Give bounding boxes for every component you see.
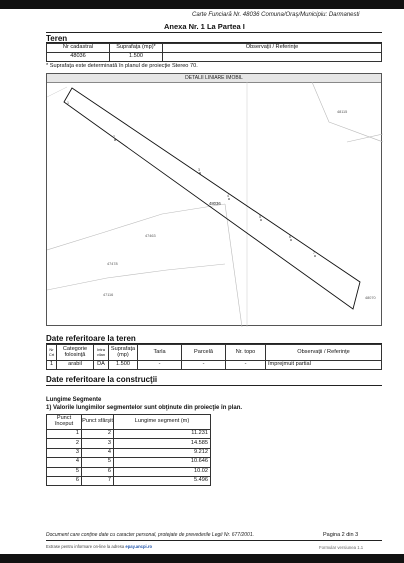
extract-prefix: Extrase pentru informare on-line la adresa [46, 544, 125, 549]
anexa-title: Anexa Nr. 1 La Partea I [164, 22, 245, 31]
segment-length-cell: 10.646 [114, 458, 211, 467]
neighbor-label: 48115 [337, 110, 348, 114]
point-label: 2 [113, 135, 115, 139]
parcel-number-label: 48036 [209, 201, 221, 206]
segment-length-cell: 9.212 [114, 448, 211, 457]
page-number: Pagina 2 din 3 [323, 532, 359, 538]
date-teren-header-suprafata: Suprafaţa (mp) [109, 345, 138, 361]
point-label: 5 [259, 215, 261, 219]
segment-end-cell: 6 [82, 467, 114, 476]
segment-start-cell: 5 [47, 467, 82, 476]
footer-divider [46, 540, 382, 541]
form-version: Formular versiunea 1.1 [319, 545, 364, 550]
segment-end-cell: 4 [82, 448, 114, 457]
map-title: DETALII LINIARE IMOBIL [47, 74, 381, 83]
date-teren-header-intravilan: Intra vilan [94, 345, 109, 361]
segment-end-cell: 7 [82, 476, 114, 485]
segment-tick-mark [290, 239, 292, 241]
point-label: 1 [67, 101, 69, 105]
teren-footnote: * Suprafaţa este determinată în planul de proiecţie Stereo 70. [46, 63, 198, 69]
section-date-teren-title: Date referitoare la teren [46, 334, 136, 343]
date-teren-cell-nrcrt: 1 [47, 361, 57, 370]
extract-notice [46, 544, 152, 549]
section-teren-title: Teren [46, 34, 68, 43]
neighbor-boundary-line [225, 204, 242, 327]
date-teren-cell-tarla: - [138, 361, 182, 370]
table-row [47, 430, 211, 439]
neighbor-label: 47463 [145, 234, 156, 238]
segment-start-cell: 2 [47, 439, 82, 448]
segments-heading: Lungime Segmente [46, 397, 102, 403]
teren-cell-cadastral: 48036 [47, 53, 110, 62]
neighbor-boundary-line [47, 204, 225, 250]
date-teren-header-parcela: Parcelă [182, 345, 226, 361]
epay-link[interactable]: epay.ancpi.ro [125, 544, 153, 549]
table-row [47, 458, 211, 467]
segment-end-cell: 3 [82, 439, 114, 448]
segment-tick-mark [260, 219, 262, 221]
date-teren-header-tarla: Tarla [138, 345, 182, 361]
segment-tick-mark [228, 198, 230, 200]
segment-end-cell: 2 [82, 430, 114, 439]
date-teren-header-categorie: Categorie folosinţă [57, 345, 94, 361]
date-teren-header-nrtopo: Nr. topo [226, 345, 266, 361]
segment-tick-mark [314, 255, 316, 257]
point-label: 7 [313, 251, 315, 255]
teren-header-cadastral: Nr cadastral [47, 44, 110, 53]
date-teren-header-observatii: Observaţii / Referinţe [266, 345, 382, 361]
segments-header-end: Punct sfârşit [82, 415, 114, 430]
segment-ticks [114, 139, 316, 257]
point-label: 6 [289, 235, 291, 239]
segment-start-cell: 3 [47, 448, 82, 457]
constructii-divider [46, 385, 382, 386]
segment-length-cell: 10.02 [114, 467, 211, 476]
date-teren-cell-intravilan: DA [94, 361, 109, 370]
document-header: Carte Funciară Nr. 48036 Comuna/Oraş/Municipiu: Darmanesti [192, 12, 360, 18]
teren-header-suprafata: Suprafaţa (mp)* [110, 44, 163, 53]
segments-table [46, 414, 211, 486]
date-teren-cell-categorie: arabil [57, 361, 94, 370]
segments-header-length: Lungime segment (m) [114, 415, 211, 430]
date-teren-cell-suprafata: 1.500 [109, 361, 138, 370]
neighbor-boundary-line [47, 87, 67, 97]
header-divider [46, 32, 382, 33]
segment-tick-mark [199, 172, 201, 174]
date-teren-cell-parcela: - [182, 361, 226, 370]
date-teren-header-nrcrt: Nr Crt [47, 345, 57, 361]
neighbor-label: 47116 [103, 293, 114, 297]
segments-header-start: Punct început [47, 415, 82, 430]
segments-subheading: 1) Valorile lungimilor segmentelor sunt obţinute din proiecţie în plan. [46, 405, 243, 411]
neighbor-boundary-line [47, 264, 225, 290]
point-label: 4 [227, 194, 229, 198]
date-teren-cell-nrtopo: - [226, 361, 266, 370]
neighbor-label: 47478 [107, 262, 118, 266]
teren-cell-suprafata: 1.500 [110, 53, 163, 62]
top-black-bar [0, 0, 404, 9]
date-teren-cell-observatii: împrejmuit partial [266, 361, 382, 370]
segment-start-cell: 4 [47, 458, 82, 467]
segment-tick-mark [114, 139, 116, 141]
segment-start-cell: 6 [47, 476, 82, 485]
map-drawing [47, 82, 383, 327]
table-row [47, 476, 211, 485]
table-row [47, 448, 211, 457]
teren-table [46, 43, 382, 62]
table-row [47, 467, 211, 476]
segment-end-cell: 5 [82, 458, 114, 467]
segment-length-cell: 5.496 [114, 476, 211, 485]
neighbor-label: 48070 [365, 296, 376, 300]
teren-cell-observatii [163, 53, 382, 62]
table-row [47, 439, 211, 448]
segment-length-cell: 11.231 [114, 430, 211, 439]
bottom-black-bar [0, 554, 404, 563]
legal-notice: Document care conţine date cu caracter personal, protejate de prevederile Legii Nr. 677/2001. [46, 532, 254, 538]
section-constructii-title: Date referitoare la construcţii [46, 375, 158, 384]
parcel-map [46, 73, 382, 326]
teren-header-observatii: Observaţii / Referinţe [163, 44, 382, 53]
neighbor-boundary-line [312, 82, 383, 142]
date-teren-table [46, 344, 382, 370]
parcel-outline [64, 88, 360, 309]
segment-length-cell: 14.585 [114, 439, 211, 448]
segment-start-cell: 1 [47, 430, 82, 439]
point-label: 3 [198, 168, 200, 172]
